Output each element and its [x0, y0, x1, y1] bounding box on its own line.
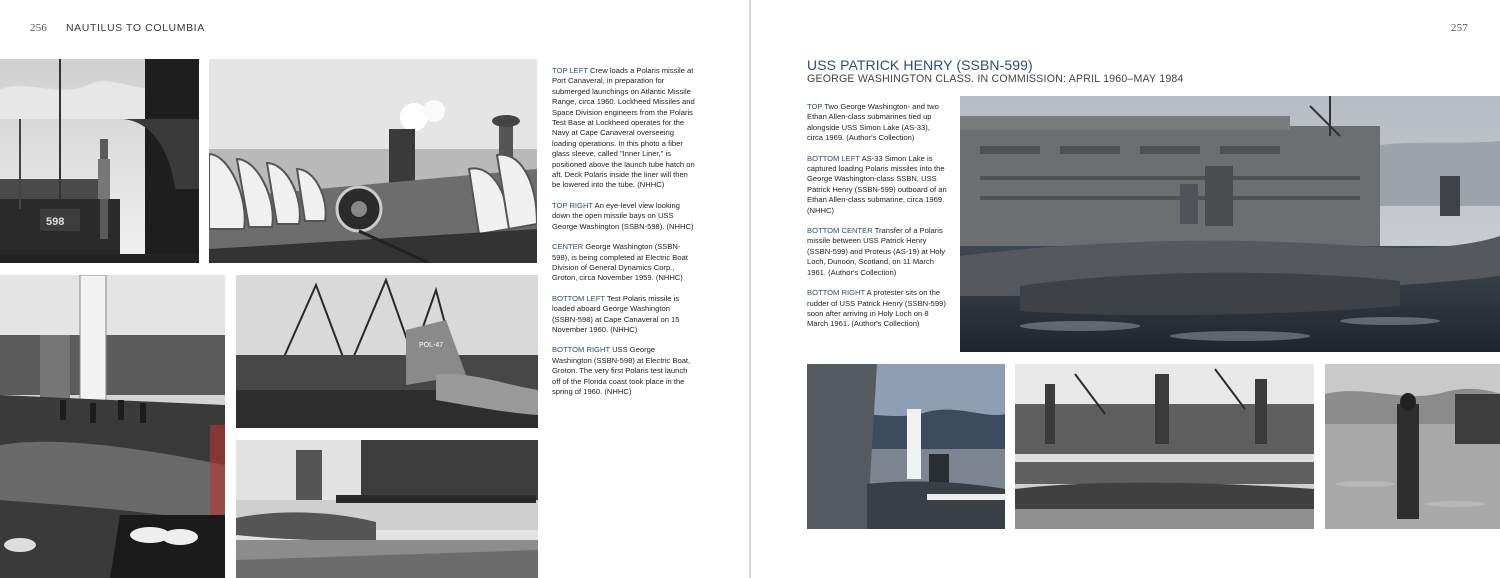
caption-text: George Washington (SSBN-598), is being completed at Electric Boat Division of General Dynamics Corp., Groton, circa November 1959. (NHHC)	[552, 242, 688, 283]
right-page	[751, 0, 1500, 578]
caption-label: BOTTOM RIGHT	[552, 345, 610, 355]
left-page	[0, 0, 749, 578]
caption-label: TOP	[807, 102, 823, 111]
caption-label: BOTTOM RIGHT	[807, 288, 865, 298]
photo-bottom-left-simon-lake-loading	[807, 364, 1005, 529]
caption-bottom-center	[807, 226, 947, 278]
ship-subtitle: GEORGE WASHINGTON CLASS. IN COMMISSION: APRIL 1960–MAY 1984	[807, 73, 1184, 85]
photo-center-george-washington-completion	[236, 275, 538, 428]
caption-text: Test Polaris missile is loaded aboard George Washington (SSBN-598) at Cape Canaveral on 15 November 1960. (NHHC)	[552, 293, 680, 334]
photo-top-submarines-alongside-tender	[960, 96, 1500, 352]
caption-bottom-right	[552, 345, 696, 397]
caption-text: Crew loads a Polaris missile at Port Canaveral, in preparation for submerged launchings on Atlantic Missile Range, circa 1960. Lockheed Missiles and Space Division engineers from the Polaris Test Base at Lockheed operates for the Navy at Cape Canaveral overseeing loading operations. In this photo a fiber glass sleeve, called "Inner Liner," is positioned above the launch tube hatch on aft. Deck Polaris inside the liner will then be lowered into the tube. (NHHC)	[552, 66, 695, 190]
photo-bottom-right-electric-boat	[236, 440, 538, 578]
caption-label: CENTER	[552, 242, 584, 252]
photo-bottom-left-polaris-loading	[0, 275, 225, 578]
photo-bottom-center-proteus-transfer	[1015, 364, 1314, 529]
caption-top-left	[552, 66, 696, 191]
photo-hull-number-598: 598	[46, 216, 65, 228]
caption-label: TOP LEFT	[552, 66, 588, 75]
caption-bottom-right	[807, 288, 947, 330]
caption-text: A protester sits on the rudder of USS Patrick Henry (SSBN-599) soon after arriving in Holy Loch on 8 March 1961. (Author's Collection)	[807, 288, 946, 329]
running-head-title: NAUTILUS TO COLUMBIA	[66, 22, 205, 34]
caption-text: AS-33 Simon Lake is captured loading Polaris missiles into the George Washington-class SSBN, USS Patrick Henry (SSBN-599) outboard of an Ethan Allen-class submarine, circa 1969. (NHHC)	[807, 153, 947, 215]
caption-label: TOP RIGHT	[552, 200, 593, 210]
caption-top-right	[552, 201, 696, 232]
caption-center	[552, 242, 696, 284]
caption-text: Two George Washington- and two Ethan Allen-class submarines tied up alongside USS Simon Lake (AS-33), circa 1969. (Author's Collection)	[807, 102, 939, 143]
left-caption-column	[552, 66, 696, 407]
caption-top	[807, 102, 947, 144]
left-folio: 256	[30, 22, 48, 34]
right-folio: 257	[1450, 22, 1468, 34]
caption-label: BOTTOM LEFT	[552, 293, 605, 303]
photo-sail-marking: POL-47	[419, 342, 444, 349]
caption-text: USS George Washington (SSBN-598) at Electric Boat, Groton. The very first Polaris test launch off of the Florida coast took place in the spring of 1960. (NHHC)	[552, 345, 691, 396]
caption-text: Transfer of a Polaris missile between USS Patrick Henry (SSBN-599) and Proteus (AS-19) at Holy Loch, Dunoon, Scotland, on 11 March 1961. (Author's Collection)	[807, 226, 946, 277]
photo-top-left-crew-loading	[0, 59, 199, 263]
caption-bottom-left	[807, 154, 947, 216]
right-caption-column	[807, 102, 947, 340]
ship-title: USS PATRICK HENRY (SSBN-599)	[807, 57, 1033, 73]
caption-label: BOTTOM LEFT	[807, 153, 860, 163]
caption-bottom-left	[552, 294, 696, 336]
photo-top-right-missile-bays	[209, 59, 537, 263]
caption-label: BOTTOM CENTER	[807, 226, 873, 236]
photo-bottom-right-protester-rudder	[1325, 364, 1500, 529]
caption-text: An eye-level view looking down the open missile bays on USS George Washington (SSBN-598). (NHHC)	[552, 200, 694, 231]
